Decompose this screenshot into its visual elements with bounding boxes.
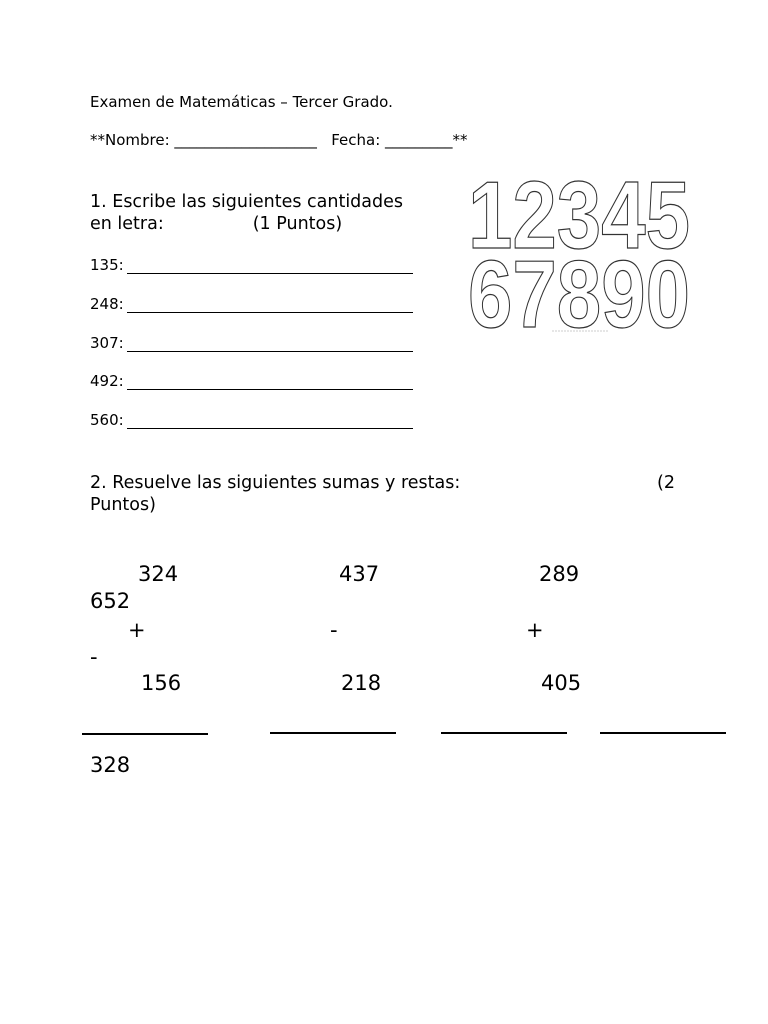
problem-4-operator: - [90,645,98,669]
problem-3-top: 289 [539,562,580,586]
problem-4-answer-rule [600,732,726,734]
digits-row-2: 67890 [468,241,690,348]
problem-3-bottom: 405 [541,671,582,695]
problem-2-answer-rule [270,732,396,734]
name-date-line: **Nombre: ___________________ Fecha: _________** [90,131,468,149]
problem-3-operator: + [526,618,544,642]
problem-1-operator: + [128,618,146,642]
digits-row-1: 12345 [468,162,690,269]
answer-line [127,389,413,390]
problem-4-top: 652 [90,589,131,613]
question-2-points-part-2: Puntos) [90,495,156,515]
number-label: 248: [90,295,124,313]
problem-1-answer-rule [82,733,208,735]
answer-line [127,273,413,274]
question-1-title-line-1: 1. Escribe las siguientes cantidades [90,192,404,212]
answer-line [127,351,413,352]
question-2-text: 2. Resuelve las siguientes sumas y restas: [90,473,461,493]
number-label: 560: [90,411,124,429]
problem-1-bottom: 156 [141,671,182,695]
problem-2-operator: - [330,618,338,642]
problem-2-top: 437 [339,562,380,586]
problem-1-top: 324 [138,562,179,586]
outlined-digits-image [462,162,702,348]
problem-2-bottom: 218 [341,671,382,695]
number-label: 135: [90,256,124,274]
problem-4-bottom: 328 [90,753,131,777]
exam-title: Examen de Matemáticas – Tercer Grado. [90,93,393,111]
number-label: 307: [90,334,124,352]
problem-3-answer-rule [441,732,567,734]
answer-line [127,428,413,429]
question-2-points-part-1: (2 [657,473,675,493]
question-2-title [90,472,690,516]
answer-line [127,312,413,313]
number-label: 492: [90,372,124,390]
question-1-title-line-2: en letra: (1 Puntos) [90,214,343,234]
